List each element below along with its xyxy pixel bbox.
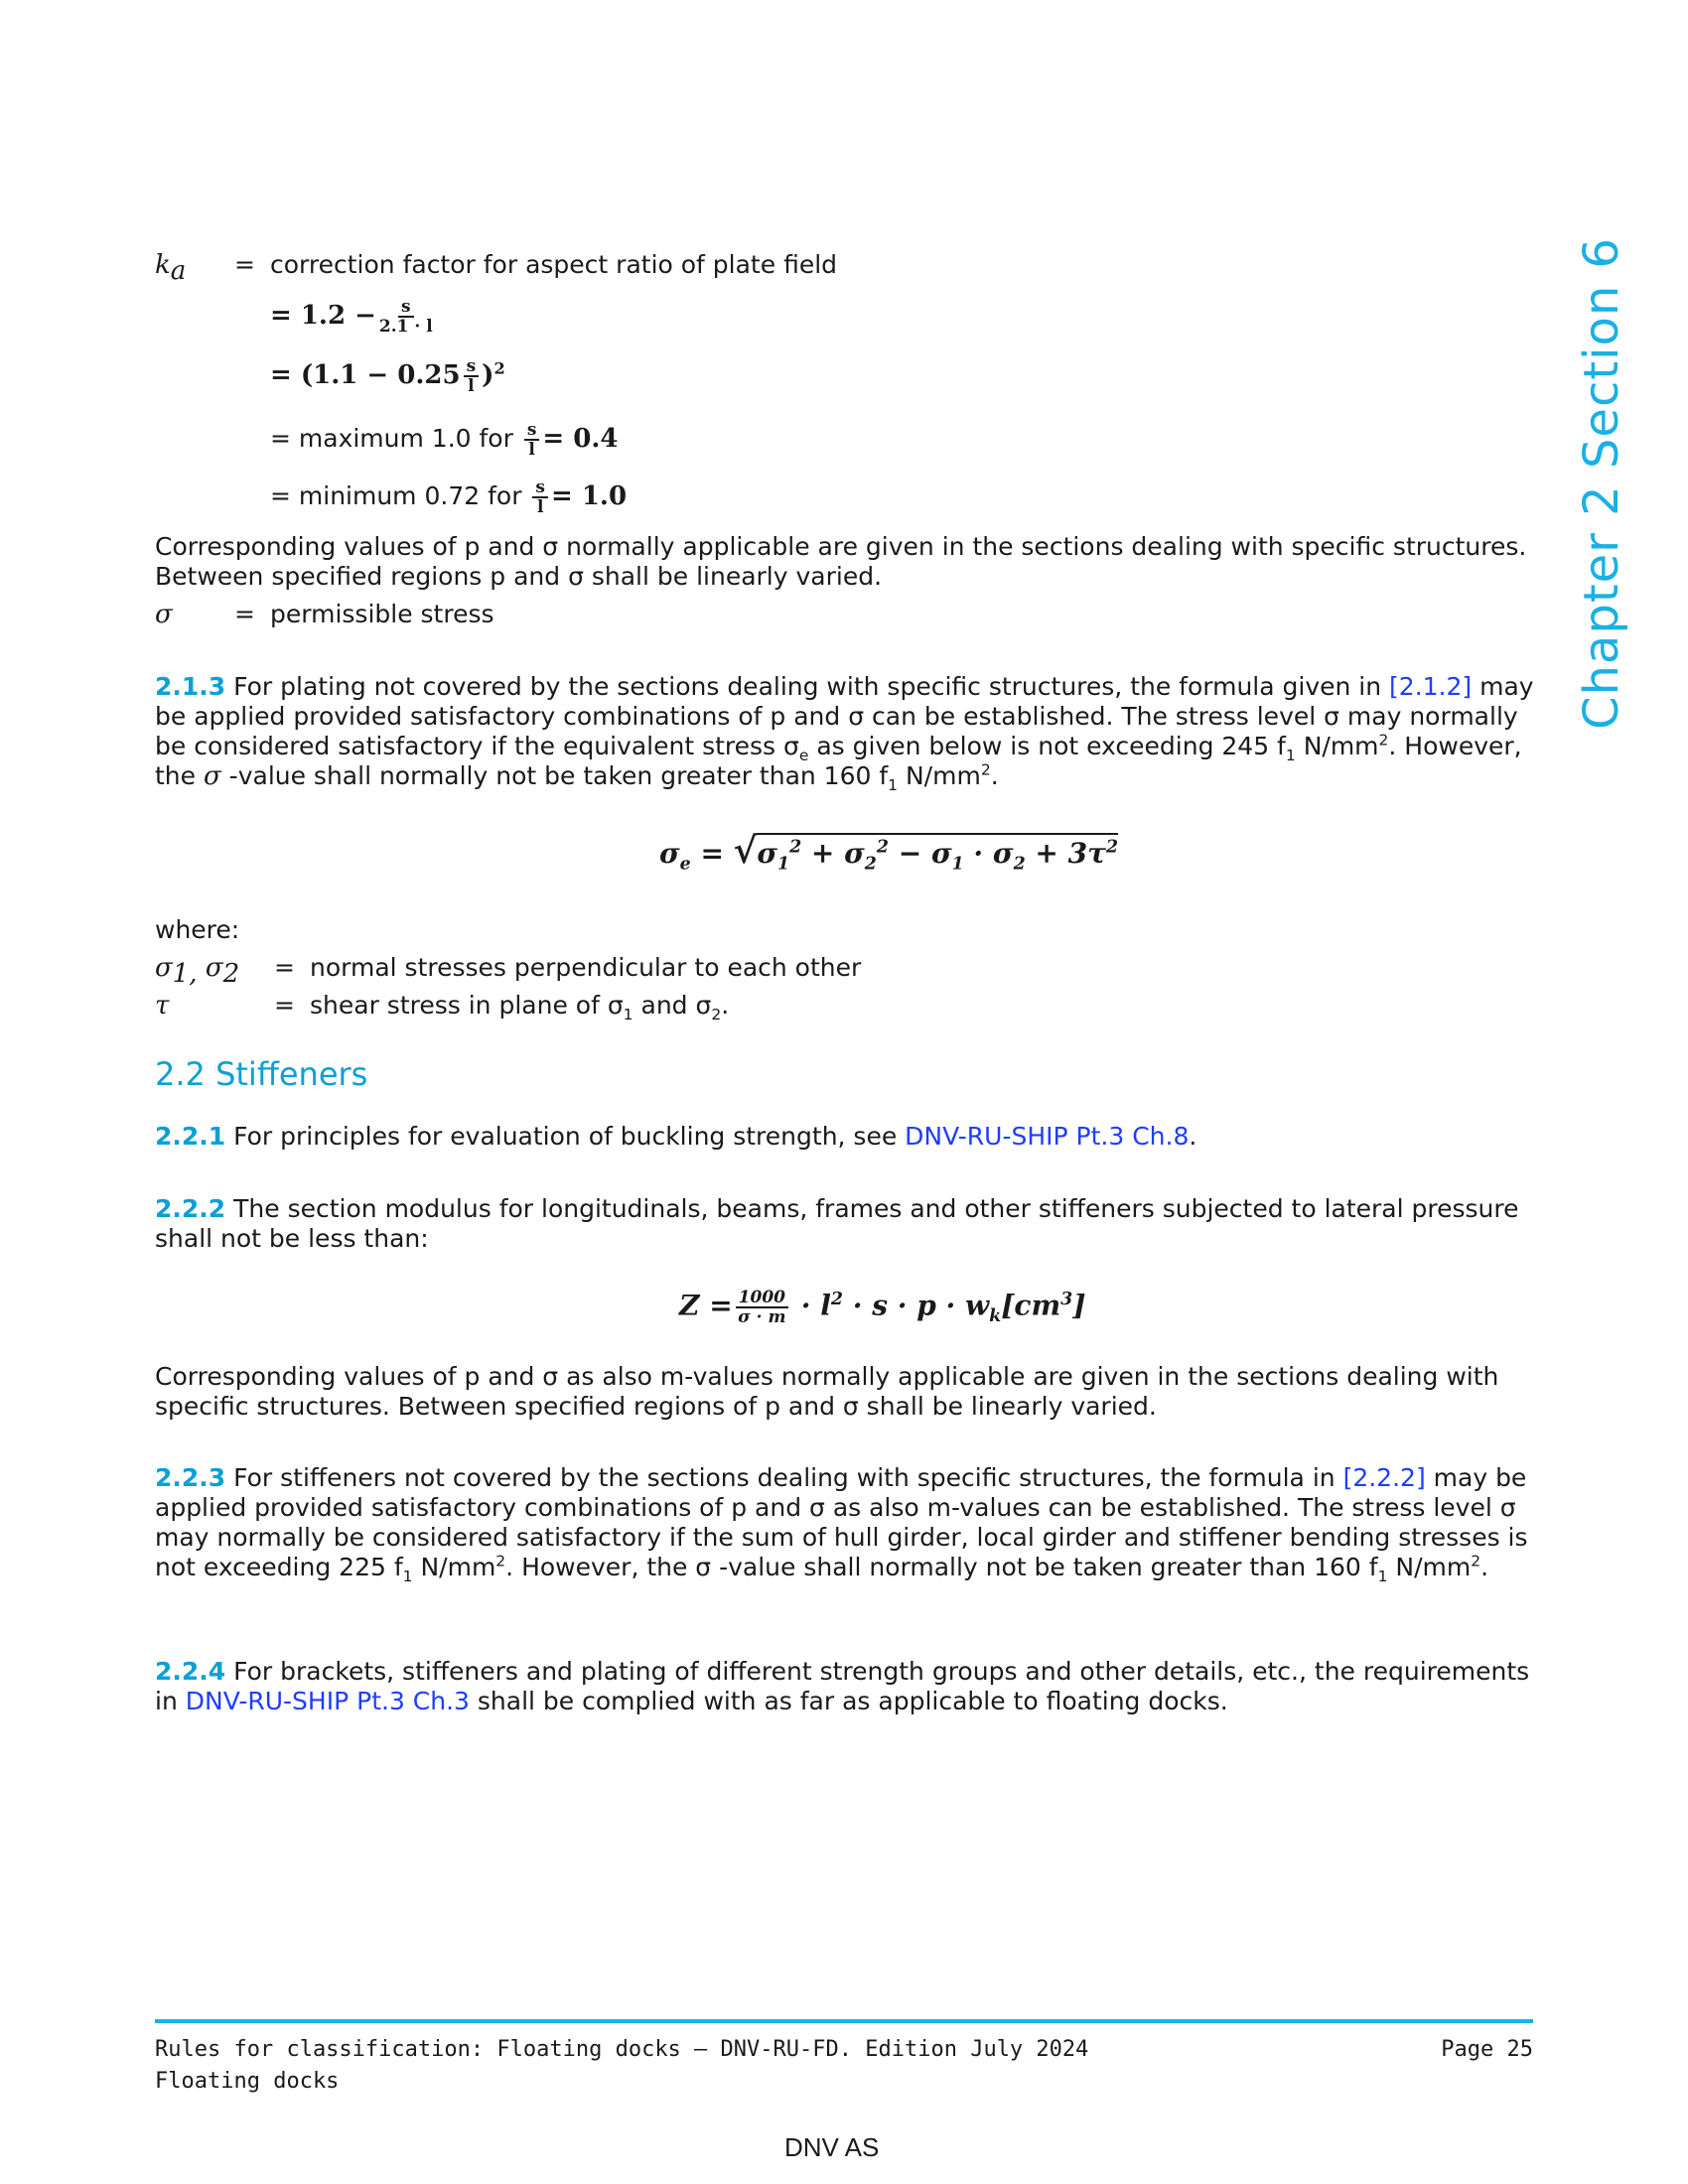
ka-equals: = bbox=[234, 250, 255, 279]
paragraph-2-2-1: 2.2.1 For principles for evaluation of buckling strength, see DNV-RU-SHIP Pt.3 Ch.8. bbox=[155, 1122, 1197, 1151]
company-name: DNV AS bbox=[784, 2132, 880, 2162]
ka-minimum: = minimum 0.72 for $\frac{s}{l}$ = 1.0 bbox=[270, 478, 628, 517]
link-2-1-2[interactable]: [2.1.2] bbox=[1389, 672, 1473, 701]
footer-divider bbox=[155, 2019, 1533, 2023]
sigma12-symbol: $\sigma_{1,}$ $\sigma_2$ bbox=[155, 953, 240, 989]
clause-number: 2.2.1 bbox=[155, 1122, 226, 1151]
where-label: where: bbox=[155, 915, 240, 944]
corresponding-values-paragraph-2: Corresponding values of p and σ as also m-values normally applicable are given in the sections dealing with specific structures. Between specified regions of p and σ shall be linearly varied. bbox=[155, 1362, 1499, 1421]
sigma12-description: normal stresses perpendicular to each other bbox=[310, 953, 862, 982]
sigma12-equals: = bbox=[274, 953, 295, 982]
sigma-description: permissible stress bbox=[270, 600, 494, 628]
ka-formula-2: = (1.1 − 0.25 $\frac{s}{l}$ )$^2$ bbox=[270, 356, 505, 396]
paragraph-2-2-2: 2.2.2 The section modulus for longitudinals, beams, frames and other stiffeners subjected to lateral pressure shall not be less than: bbox=[155, 1194, 1519, 1253]
clause-number: 2.1.3 bbox=[155, 672, 226, 701]
footer-subtitle: Floating docks bbox=[155, 2069, 340, 2094]
equivalent-stress-equation: $\sigma_e = √\sigma_1^2 + \sigma_2^2 - \sigma_1 \cdot \sigma_2 + 3\tau^2$ bbox=[659, 830, 1119, 875]
clause-number: 2.2.4 bbox=[155, 1657, 226, 1686]
clause-number: 2.2.3 bbox=[155, 1463, 226, 1492]
tau-description: shear stress in plane of $\sigma_1$ and $\sigma_2$. bbox=[310, 991, 730, 1024]
link-dnv-ru-ship-pt3-ch8[interactable]: DNV-RU-SHIP Pt.3 Ch.8 bbox=[905, 1122, 1190, 1151]
ka-formula-1: = 1.2 − $\frac{s}{2.1 \cdot l}$ bbox=[270, 297, 433, 337]
link-2-2-2[interactable]: [2.2.2] bbox=[1342, 1463, 1426, 1492]
ka-maximum: = maximum 1.0 for $\frac{s}{l}$ = 0.4 bbox=[270, 420, 619, 460]
ka-description: correction factor for aspect ratio of plate field bbox=[270, 250, 838, 279]
sigma-equals: = bbox=[234, 600, 255, 628]
section-heading-stiffeners: 2.2 Stiffeners bbox=[155, 1055, 368, 1093]
clause-number: 2.2.2 bbox=[155, 1194, 226, 1223]
tau-equals: = bbox=[274, 991, 295, 1020]
ka-symbol: $k_a$ bbox=[155, 250, 187, 286]
paragraph-2-1-3: 2.1.3 For plating not covered by the sections dealing with specific structures, the formula given in [2.1.2] may be applied provided satisfactory combinations of p and σ can be established. The stress level σ may normally be considered satisfactory if the equivalent stress $\sigma_e$ as given below is not exceeding 245 $f_1$ $N/mm^2$. However, the σ -value shall normally not be taken greater than 160 $f_1$ $N/mm^2$. bbox=[155, 672, 1534, 794]
section-modulus-equation: Z = $\frac{1000}{\sigma \cdot m}$ · $l^2 \cdot s \cdot p \cdot w_k[cm^3]$ bbox=[679, 1288, 1086, 1327]
footer-document-title: Rules for classification: Floating docks — DNV-RU-FD. Edition July 2024 bbox=[155, 2037, 1089, 2062]
page-number: Page 25 bbox=[1441, 2037, 1533, 2062]
sigma-symbol: σ bbox=[155, 600, 173, 629]
paragraph-2-2-4: 2.2.4 For brackets, stiffeners and plating of different strength groups and other details, etc., the requirements in DNV-RU-SHIP Pt.3 Ch.3 shall be complied with as far as applicable to floating docks. bbox=[155, 1657, 1530, 1715]
corresponding-values-paragraph-1: Corresponding values of p and σ normally applicable are given in the sections dealing with specific structures. Between specified regions p and σ shall be linearly varied. bbox=[155, 532, 1527, 591]
link-dnv-ru-ship-pt3-ch3[interactable]: DNV-RU-SHIP Pt.3 Ch.3 bbox=[185, 1687, 470, 1715]
chapter-section-tab: Chapter 2 Section 6 bbox=[1574, 236, 1629, 730]
paragraph-2-2-3: 2.2.3 For stiffeners not covered by the sections dealing with specific structures, the formula in [2.2.2] may be applied provided satisfactory combinations of p and σ as also m-values can be established. The stress level σ may normally be considered satisfactory if the sum of hull girder, local girder and stiffener bending stresses is not exceeding 225 $f_1$ $N/mm^2$. However, the σ -value shall normally not be taken greater than 160 $f_1$ $N/mm^2$. bbox=[155, 1463, 1528, 1585]
tau-symbol: τ bbox=[155, 991, 170, 1021]
